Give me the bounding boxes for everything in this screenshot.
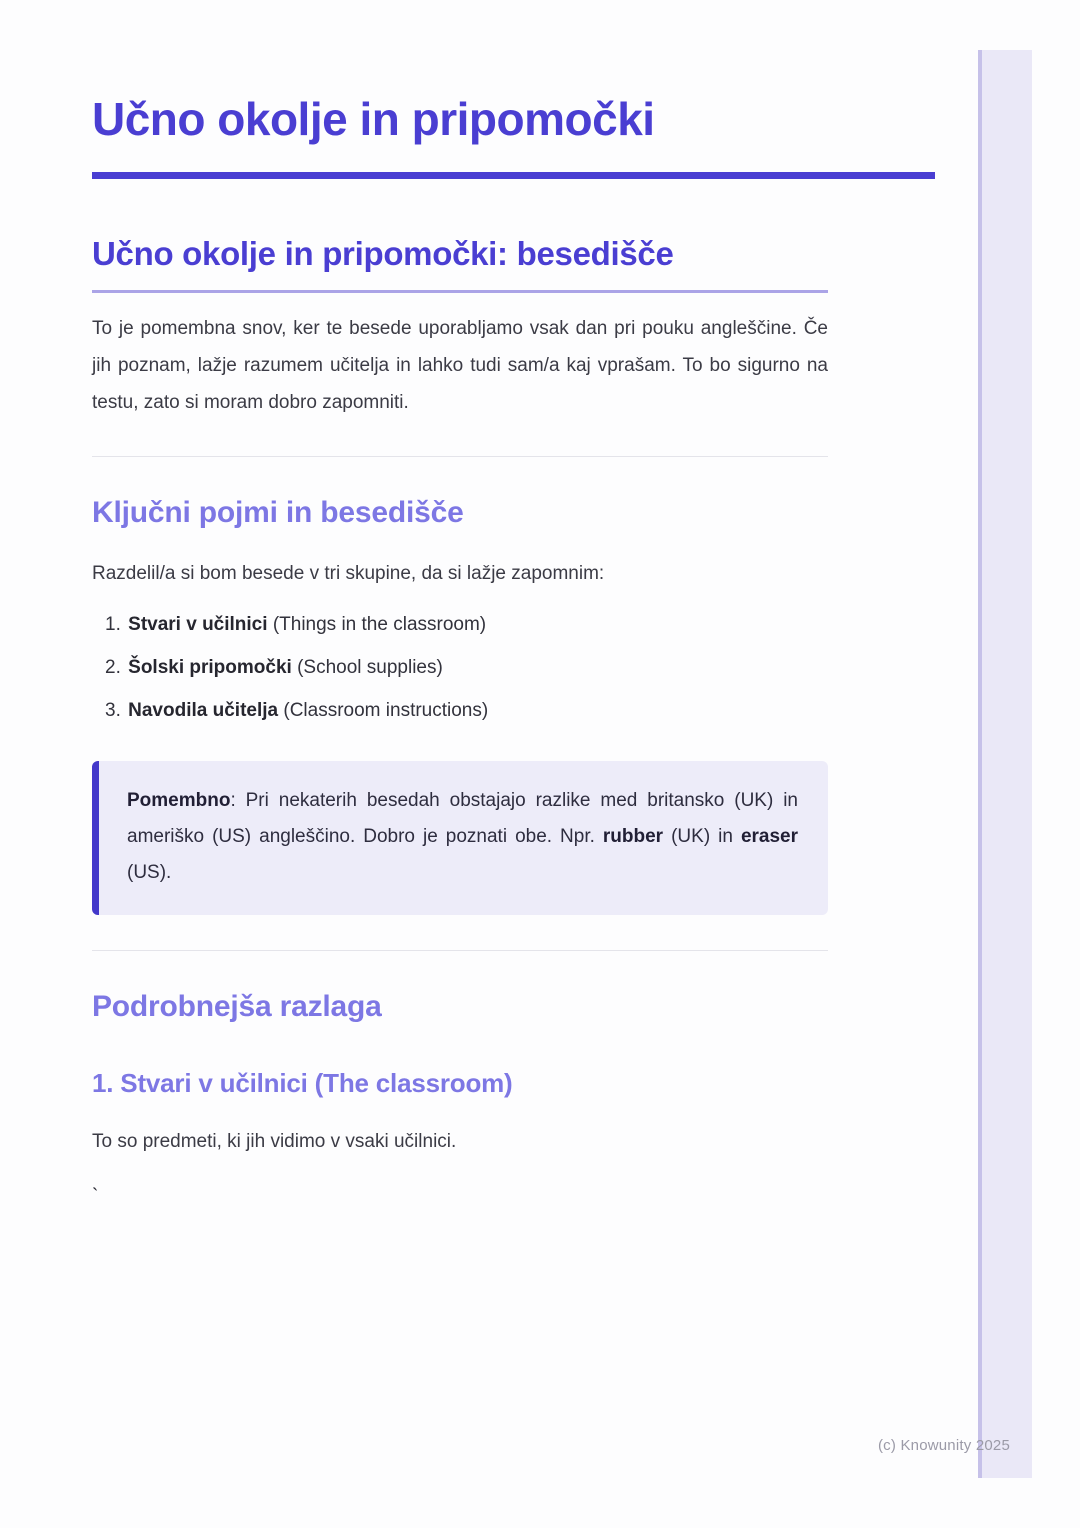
section-divider [92,456,828,457]
callout-text [127,783,798,891]
callout-bold-word: eraser [740,826,798,847]
title-underline [92,172,935,179]
word-group-list [92,611,828,725]
page-title: Učno okolje in pripomočki [92,93,655,145]
key-terms-intro: Razdelil/a si bom besede v tri skupine, da si lažje zapomnim: [92,563,605,584]
callout-text-segment: : Pri nekaterih besedah obstajajo razlike med britansko (UK) in ameriško (US) angleščino. Dobro je poznati obe. Npr. [127,790,798,847]
callout-label: Pomembno [127,790,231,811]
callout-bold-word: rubber [602,826,664,847]
detail-intro-paragraph: To so predmeti, ki jih vidimo v vsaki učilnici. [92,1131,457,1152]
word-group-translation: (Things in the classroom) [267,614,487,635]
section-heading-vocab: Učno okolje in pripomočki: besedišče [92,235,674,272]
word-group-term: Stvari v učilnici [128,614,268,635]
word-group-number: 1. [105,614,121,635]
vocab-heading-underline [92,290,828,293]
word-group-translation: (School supplies) [291,657,443,678]
scrollbar-track[interactable] [978,50,1032,1478]
vocab-intro-paragraph: To je pomembna snov, ker te besede uporabljamo vsak dan pri pouku angleščine. Če jih poznam, lažje razumem učitelja in lahko tudi sam/a kaj vprašam. To bo sigurno na testu, zato si moram dobro zapomniti. [92,318,828,413]
copyright-footer: (c) Knowunity 2025 [877,1437,1010,1454]
word-group-number: 2. [105,657,121,678]
heading-detailed-explanation: Podrobnejša razlaga [92,990,382,1023]
word-group-item [92,654,828,682]
heading-key-terms: Ključni pojmi in besedišče [92,496,464,529]
stray-backtick: ` [92,1186,99,1207]
important-callout [92,761,828,915]
word-group-term: Navodila učitelja [128,700,279,721]
callout-text-segment: (US). [127,862,172,883]
word-group-term: Šolski pripomočki [128,657,292,678]
word-group-translation: (Classroom instructions) [278,700,489,721]
section-divider [92,950,828,951]
word-group-number: 3. [105,700,121,721]
subheading-things-in-classroom: 1. Stvari v učilnici (The classroom) [92,1068,513,1098]
document-page [92,0,828,1211]
word-group-item [92,697,828,725]
callout-text-segment: (UK) in [663,826,741,847]
word-group-item [92,611,828,639]
